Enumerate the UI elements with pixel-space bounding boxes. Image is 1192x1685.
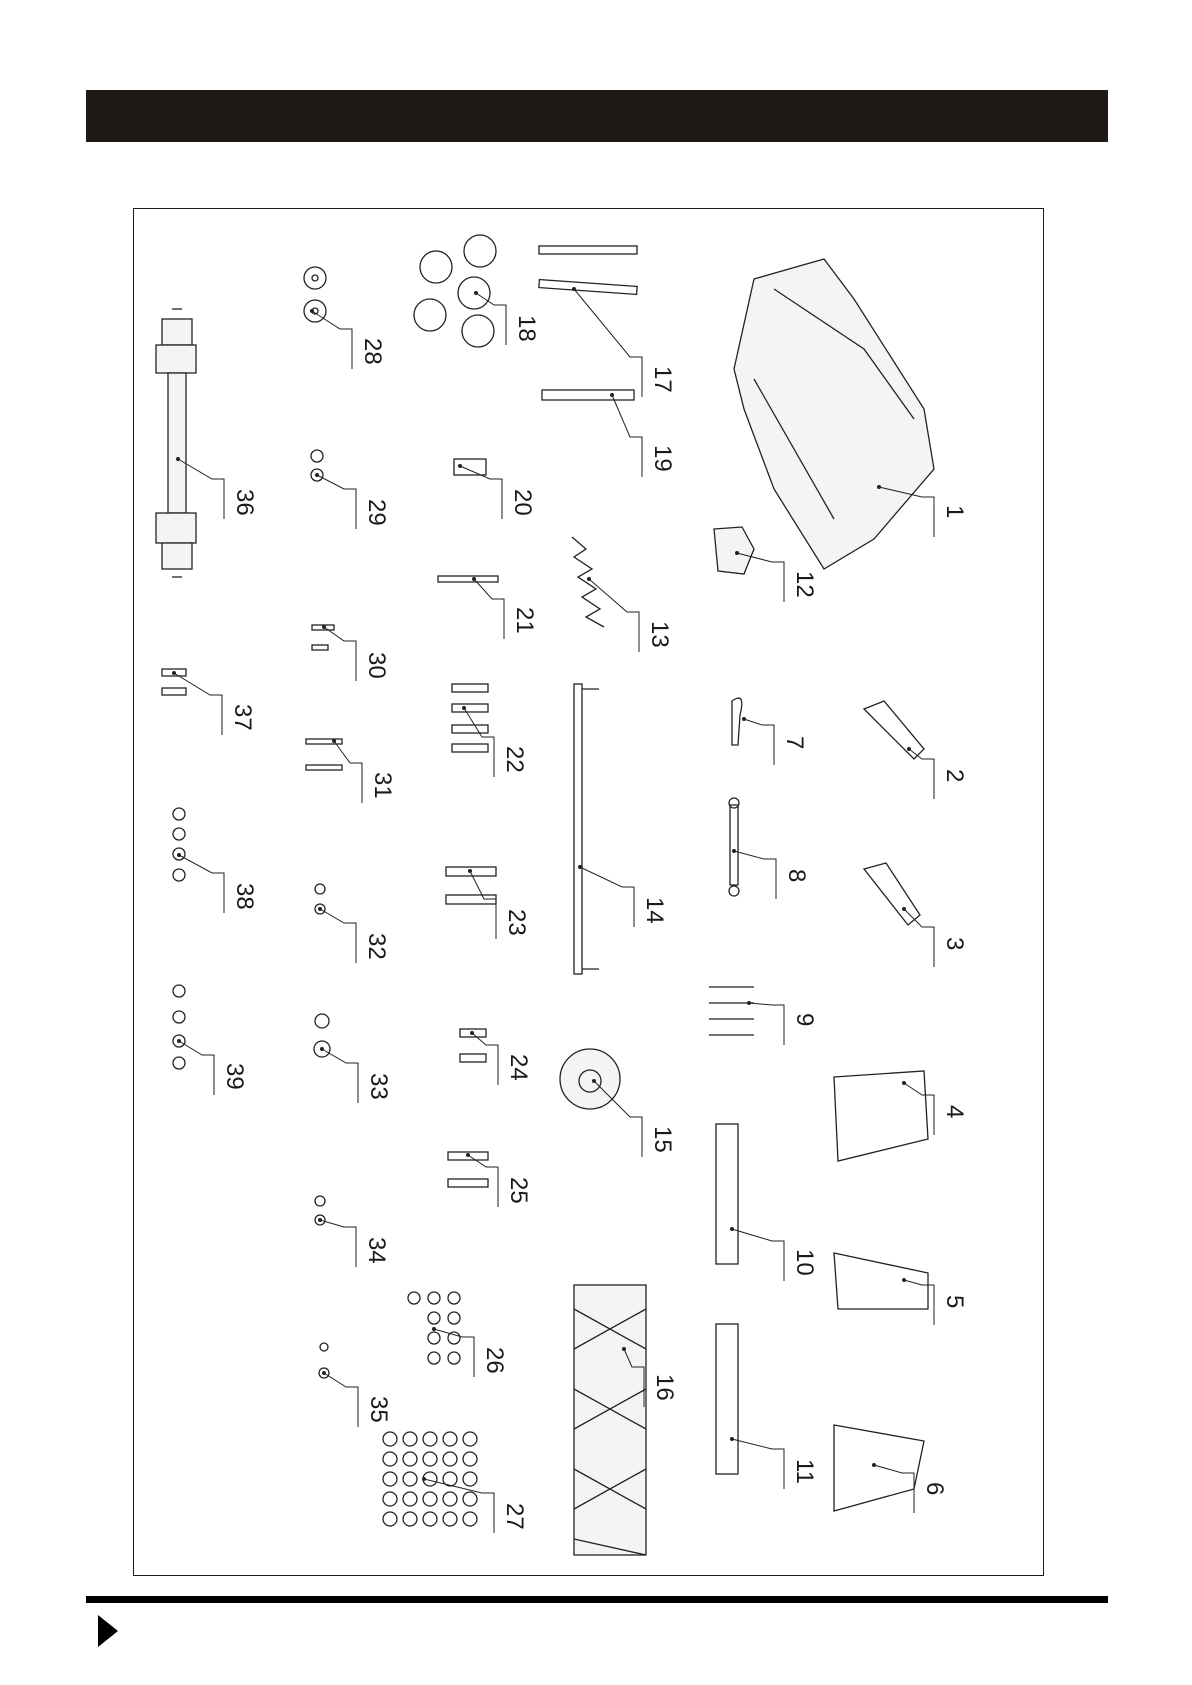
washer <box>403 1452 417 1466</box>
callout-anchor <box>322 1371 326 1375</box>
callout-number: 34 <box>363 1237 390 1264</box>
washer <box>383 1512 397 1526</box>
callout-number: 38 <box>231 883 258 910</box>
callout-34 <box>318 1218 390 1267</box>
callout-anchor <box>742 717 746 721</box>
callout-anchor <box>177 853 181 857</box>
callout-number: 20 <box>509 489 536 516</box>
callout-leader-line <box>874 1465 914 1513</box>
callout-anchor <box>322 625 326 629</box>
callout-number: 14 <box>641 897 668 924</box>
header-bar <box>86 90 1108 142</box>
callout-number: 7 <box>781 736 808 750</box>
callout-leader-line <box>474 579 504 639</box>
callout-leader-line <box>312 311 352 369</box>
callout-number: 12 <box>791 571 818 598</box>
callout-anchor <box>907 747 911 751</box>
callout-leader-line <box>734 851 776 899</box>
callout-anchor <box>578 865 582 869</box>
callout-3 <box>902 907 968 967</box>
callout-anchor <box>422 1477 426 1481</box>
callout-anchor <box>902 1081 906 1085</box>
callout-anchor <box>432 1327 436 1331</box>
callout-leader-line <box>472 1033 498 1085</box>
callout-39 <box>177 1039 248 1095</box>
callout-30 <box>322 625 390 681</box>
callout-24 <box>470 1031 532 1085</box>
washer <box>463 1492 477 1506</box>
callout-number: 33 <box>365 1073 392 1100</box>
callout-number: 5 <box>941 1295 968 1309</box>
callout-anchor <box>472 577 476 581</box>
callout-anchor <box>732 849 736 853</box>
callout-anchor <box>318 1218 322 1222</box>
callout-13 <box>587 577 673 652</box>
washer <box>383 1472 397 1486</box>
callout-anchor <box>320 1047 324 1051</box>
washer <box>443 1512 457 1526</box>
callout-leader-line <box>909 749 934 799</box>
callout-9 <box>747 1001 818 1045</box>
callout-number: 27 <box>501 1503 528 1530</box>
callout-19 <box>610 393 676 477</box>
callout-number: 25 <box>505 1177 532 1204</box>
callout-number: 26 <box>481 1347 508 1374</box>
callout-number: 32 <box>363 933 390 960</box>
callout-anchor <box>730 1227 734 1231</box>
callout-anchor <box>310 309 314 313</box>
washer-grid-27 <box>383 1432 477 1526</box>
washer <box>383 1452 397 1466</box>
parts-diagram <box>134 209 1045 1577</box>
callout-number: 4 <box>941 1105 968 1119</box>
play-arrow-icon[interactable] <box>98 1615 118 1647</box>
callout-5 <box>902 1278 968 1325</box>
callout-number: 21 <box>511 607 538 634</box>
callout-anchor <box>474 291 478 295</box>
washer <box>423 1432 437 1446</box>
callout-number: 3 <box>941 937 968 951</box>
callout-26 <box>432 1327 508 1377</box>
callout-number: 17 <box>649 366 676 393</box>
callout-36 <box>176 457 258 519</box>
callout-anchor <box>462 706 466 710</box>
callout-leader-line <box>317 475 356 529</box>
callout-leader-line <box>904 909 934 967</box>
callout-number: 13 <box>646 621 673 648</box>
washer <box>463 1452 477 1466</box>
callout-anchor <box>592 1079 596 1083</box>
callout-leader-line <box>904 1083 934 1135</box>
callout-leader-line <box>322 1049 358 1103</box>
callout-number: 24 <box>505 1054 532 1081</box>
callout-25 <box>466 1153 532 1207</box>
callout-anchor <box>318 907 322 911</box>
callout-anchor <box>872 1463 876 1467</box>
callout-anchor <box>735 551 739 555</box>
callout-number: 6 <box>921 1482 948 1496</box>
callout-38 <box>177 853 258 913</box>
callout-21 <box>472 577 538 639</box>
washer <box>443 1492 457 1506</box>
callout-leader-line <box>612 395 642 477</box>
callout-number: 30 <box>363 652 390 679</box>
callout-number: 10 <box>791 1249 818 1276</box>
callout-number: 23 <box>503 909 530 936</box>
callout-10 <box>730 1227 818 1281</box>
washer <box>423 1452 437 1466</box>
callout-33 <box>320 1047 392 1103</box>
callout-leader-line <box>732 1229 784 1281</box>
callout-leader-line <box>749 1003 784 1045</box>
parts-diagram-frame <box>133 208 1044 1576</box>
callout-leader-line <box>574 289 642 397</box>
callout-anchor <box>622 1347 626 1351</box>
callout-anchor <box>587 577 591 581</box>
callout-31 <box>332 739 396 803</box>
callout-anchor <box>466 1153 470 1157</box>
roller-drawing <box>574 1285 646 1555</box>
callout-number: 16 <box>651 1374 678 1401</box>
callout-number: 22 <box>501 746 528 773</box>
callout-7 <box>742 717 808 765</box>
washer <box>463 1472 477 1486</box>
washer <box>383 1432 397 1446</box>
callout-anchor <box>902 907 906 911</box>
callout-number: 31 <box>369 772 396 799</box>
footer-bar <box>86 1596 1108 1603</box>
callout-number: 8 <box>783 869 810 883</box>
callout-leader-line <box>174 673 222 735</box>
callout-number: 36 <box>231 489 258 516</box>
callout-leader-line <box>179 855 224 913</box>
callout-leader-line <box>732 1439 784 1489</box>
callout-leader-line <box>320 1220 356 1267</box>
callout-anchor <box>610 393 614 397</box>
callout-anchor <box>332 739 336 743</box>
callout-17 <box>572 287 676 397</box>
washer <box>423 1492 437 1506</box>
pto-shaft-drawing <box>156 309 196 577</box>
washer <box>463 1432 477 1446</box>
callout-number: 19 <box>649 445 676 472</box>
callout-2 <box>907 747 968 799</box>
callout-37 <box>172 671 256 735</box>
callout-leader-line <box>744 719 774 765</box>
washer <box>403 1432 417 1446</box>
callout-anchor <box>877 485 881 489</box>
callout-anchor <box>315 473 319 477</box>
callout-20 <box>458 464 536 519</box>
callout-leader-line <box>476 293 506 345</box>
callout-anchor <box>176 457 180 461</box>
callout-29 <box>315 473 390 529</box>
washer <box>463 1512 477 1526</box>
callout-35 <box>322 1371 392 1427</box>
callout-anchor <box>747 1001 751 1005</box>
callout-number: 29 <box>363 499 390 526</box>
callout-leader-line <box>320 909 356 963</box>
callout-anchor <box>730 1437 734 1441</box>
callout-number: 11 <box>791 1459 818 1484</box>
washer <box>423 1512 437 1526</box>
washer <box>403 1512 417 1526</box>
callout-number: 2 <box>941 769 968 783</box>
washer <box>443 1432 457 1446</box>
washer <box>383 1492 397 1506</box>
callout-11 <box>730 1437 818 1489</box>
callout-18 <box>474 291 540 345</box>
callout-leader-line <box>464 708 494 777</box>
callout-anchor <box>468 869 472 873</box>
callout-anchor <box>470 1031 474 1035</box>
callout-number: 1 <box>941 505 968 519</box>
callout-leader-line <box>324 627 356 681</box>
callout-14 <box>578 865 668 927</box>
callout-leader-line <box>589 579 639 652</box>
callout-number: 15 <box>649 1126 676 1153</box>
main-frame-drawing <box>734 259 934 569</box>
callout-anchor <box>458 464 462 468</box>
callout-leader-line <box>324 1373 358 1427</box>
callout-leader-line <box>334 741 362 803</box>
callout-leader-line <box>179 1041 214 1095</box>
callout-leader-line <box>580 867 634 927</box>
washer <box>403 1492 417 1506</box>
callout-anchor <box>902 1278 906 1282</box>
washer <box>443 1452 457 1466</box>
callout-28 <box>310 309 386 369</box>
callout-leader-line <box>904 1280 934 1325</box>
callout-anchor <box>177 1039 181 1043</box>
callout-number: 39 <box>221 1063 248 1090</box>
callout-32 <box>318 907 390 963</box>
callout-leader-line <box>460 466 502 519</box>
callout-number: 35 <box>365 1396 392 1423</box>
callout-number: 28 <box>359 338 386 365</box>
callout-number: 9 <box>791 1013 818 1027</box>
callout-6 <box>872 1463 948 1513</box>
callout-number: 37 <box>229 704 256 731</box>
callout-anchor <box>172 671 176 675</box>
callout-8 <box>732 849 810 899</box>
callout-number: 18 <box>513 315 540 342</box>
callout-leader-line <box>470 871 496 939</box>
callout-22 <box>462 706 528 777</box>
washer <box>403 1472 417 1486</box>
callout-4 <box>902 1081 968 1135</box>
callout-anchor <box>572 287 576 291</box>
callout-leader-line <box>468 1155 498 1207</box>
